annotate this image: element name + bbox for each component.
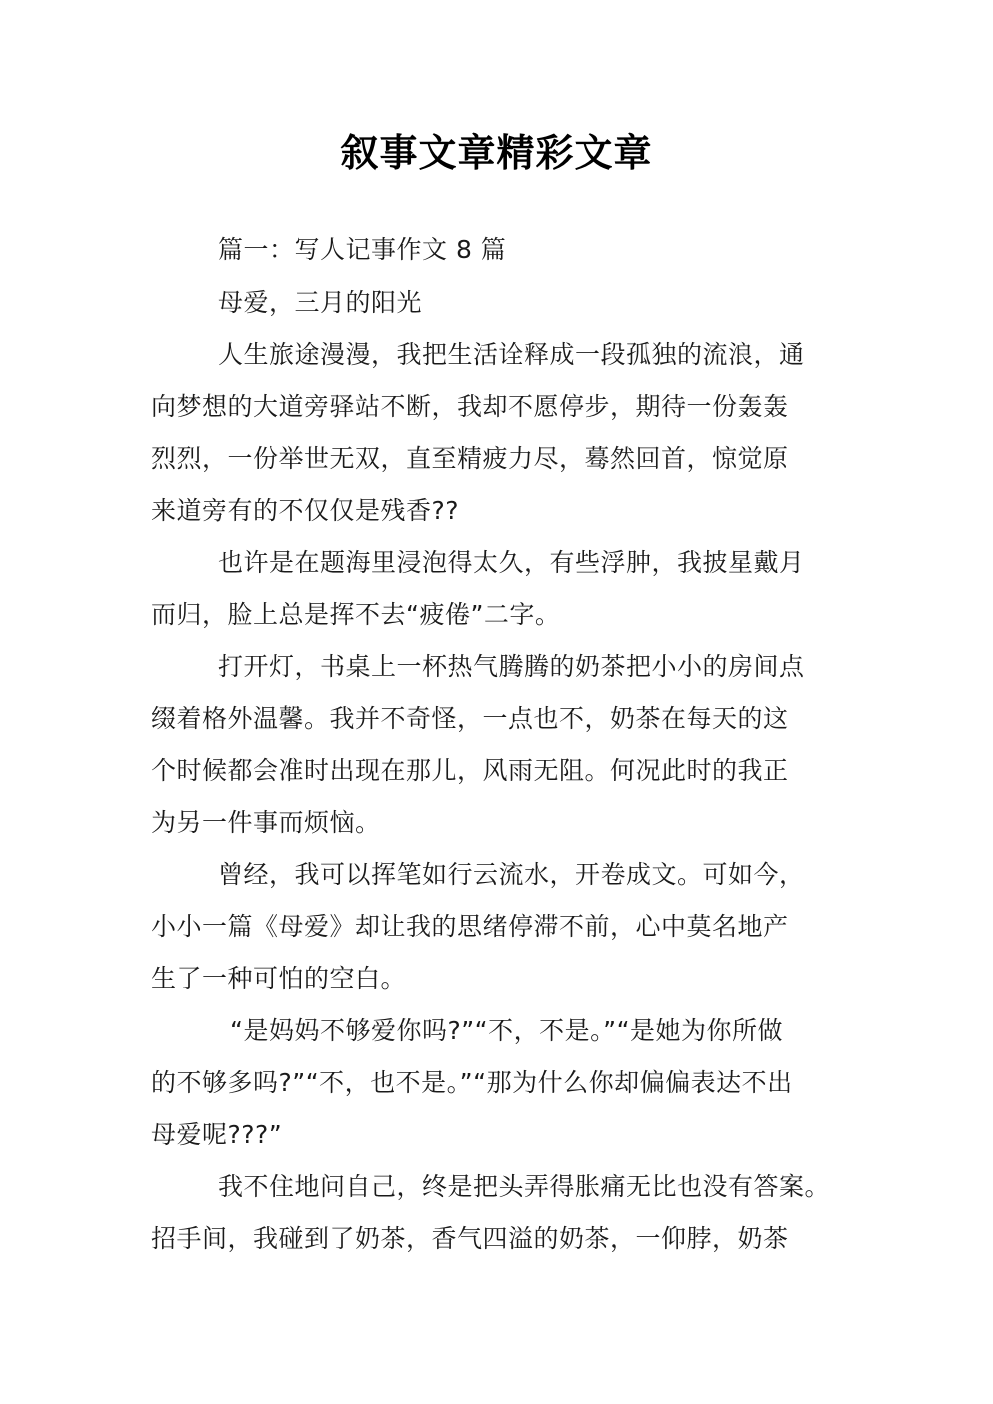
section-heading: 篇一：写人记事作文 8 篇: [218, 235, 507, 264]
paragraph-line: 生了一种可怕的空白。: [151, 964, 407, 993]
paragraph-line: 人生旅途漫漫，我把生活诠释成一段孤独的流浪，通: [218, 340, 805, 369]
article-title: 母爱，三月的阳光: [218, 288, 423, 317]
paragraph-line: 缀着格外温馨。我并不奇怪，一点也不，奶茶在每天的这: [151, 704, 789, 733]
paragraph-line: 小小一篇《母爱》却让我的思绪停滞不前，心中莫名地产: [151, 912, 789, 941]
paragraph-line: 也许是在题海里浸泡得太久，有些浮肿，我披星戴月: [218, 548, 805, 577]
paragraph-line: “是妈妈不够爱你吗?”“不，不是。”“是她为你所做: [230, 1016, 784, 1045]
paragraph-line: 而归，脸上总是挥不去“疲倦”二字。: [151, 600, 561, 629]
paragraph-line: 来道旁有的不仅仅是残香??: [151, 496, 460, 525]
paragraph-line: 个时候都会准时出现在那儿，风雨无阻。何况此时的我正: [151, 756, 789, 785]
paragraph-line: 我不住地问自己，终是把头弄得胀痛无比也没有答案。: [218, 1172, 831, 1201]
paragraph-line: 向梦想的大道旁驿站不断，我却不愿停步，期待一份轰轰: [151, 392, 789, 421]
paragraph-line: 的不够多吗?”“不，也不是。”“那为什么你却偏偏表达不出: [151, 1068, 793, 1097]
document-title: 叙事文章精彩文章: [340, 131, 653, 175]
paragraph-line: 烈烈，一份举世无双，直至精疲力尽，蓦然回首，惊觉原: [151, 444, 789, 473]
paragraph-line: 招手间，我碰到了奶茶，香气四溢的奶茶，一仰脖，奶茶: [151, 1224, 789, 1253]
paragraph-line: 打开灯，书桌上一杯热气腾腾的奶茶把小小的房间点: [218, 652, 805, 681]
paragraph-line: 曾经，我可以挥笔如行云流水，开卷成文。可如今，: [218, 860, 805, 889]
paragraph-line: 母爱呢???”: [151, 1120, 283, 1149]
paragraph-line: 为另一件事而烦恼。: [151, 808, 381, 837]
